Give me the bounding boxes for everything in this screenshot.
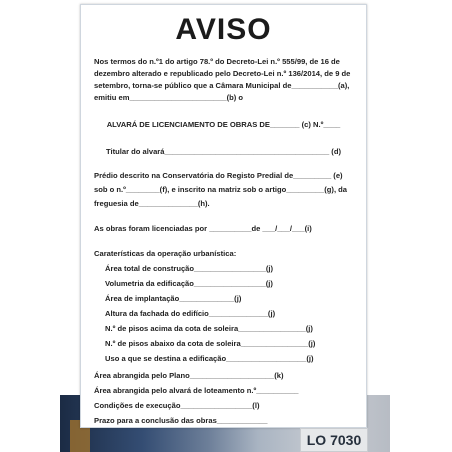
caracteristica-item: Volumetria da edificação_________________(j) bbox=[105, 279, 273, 288]
product-code: LO 7030 bbox=[306, 432, 362, 448]
sign-title: AVISO bbox=[175, 13, 272, 46]
caracteristicas-heading: Caraterísticas da operação urbanística: bbox=[94, 249, 237, 258]
final-line: Área abrangida pelo alvará de loteamento n.º__________ bbox=[94, 386, 299, 395]
predio-line-1: Prédio descrito na Conservatória do Registo Predial de_________ (e) bbox=[94, 171, 343, 180]
alvara-line: ALVARÁ DE LICENCIAMENTO DE OBRAS DE_______ (c) N.º____ bbox=[106, 120, 341, 129]
caracteristica-item: Área de implantação_____________(j) bbox=[105, 294, 242, 303]
caracteristica-item: N.º de pisos acima da cota de soleira________________(j) bbox=[105, 324, 313, 333]
caracteristica-item: Área total de construção_________________(j) bbox=[105, 264, 274, 273]
intro-line-1: Nos termos do n.º1 do artigo 78.º do Decreto-Lei n.º 555/99, de 16 de bbox=[94, 57, 340, 66]
caracteristica-item: N.º de pisos abaixo da cota de soleira________________(j) bbox=[105, 339, 316, 348]
final-line: Prazo para a conclusão das obras____________ bbox=[94, 416, 268, 425]
intro-line-4: emitiu em_______________________(b) o bbox=[94, 93, 244, 102]
final-line: Condições de execução_________________(l) bbox=[94, 401, 260, 410]
predio-line-3: freguesia de______________(h). bbox=[94, 199, 210, 208]
intro-line-2: dezembro alterado e republicado pelo Decreto-Lei n.º 136/2014, de 9 de bbox=[94, 69, 351, 78]
caracteristica-item: Altura da fachada do edifício______________(j) bbox=[105, 309, 276, 318]
obras-line: As obras foram licenciadas por __________de ___/___/___(i) bbox=[94, 224, 312, 233]
final-line: Área abrangida pelo Plano____________________(k) bbox=[94, 371, 284, 380]
caracteristica-item: Uso a que se destina a edificação___________________(j) bbox=[105, 354, 314, 363]
predio-line-2: sob o n.º________(f), e inscrito na matriz sob o artigo_________(g), da bbox=[94, 185, 348, 194]
product-code-panel bbox=[300, 428, 368, 452]
titular-line: Titular do alvará_______________________________________ (d) bbox=[105, 147, 342, 156]
notice-sign bbox=[80, 4, 367, 428]
intro-line-3: setembro, torna-se público que a Câmara Municipal de___________(a), bbox=[94, 81, 350, 90]
